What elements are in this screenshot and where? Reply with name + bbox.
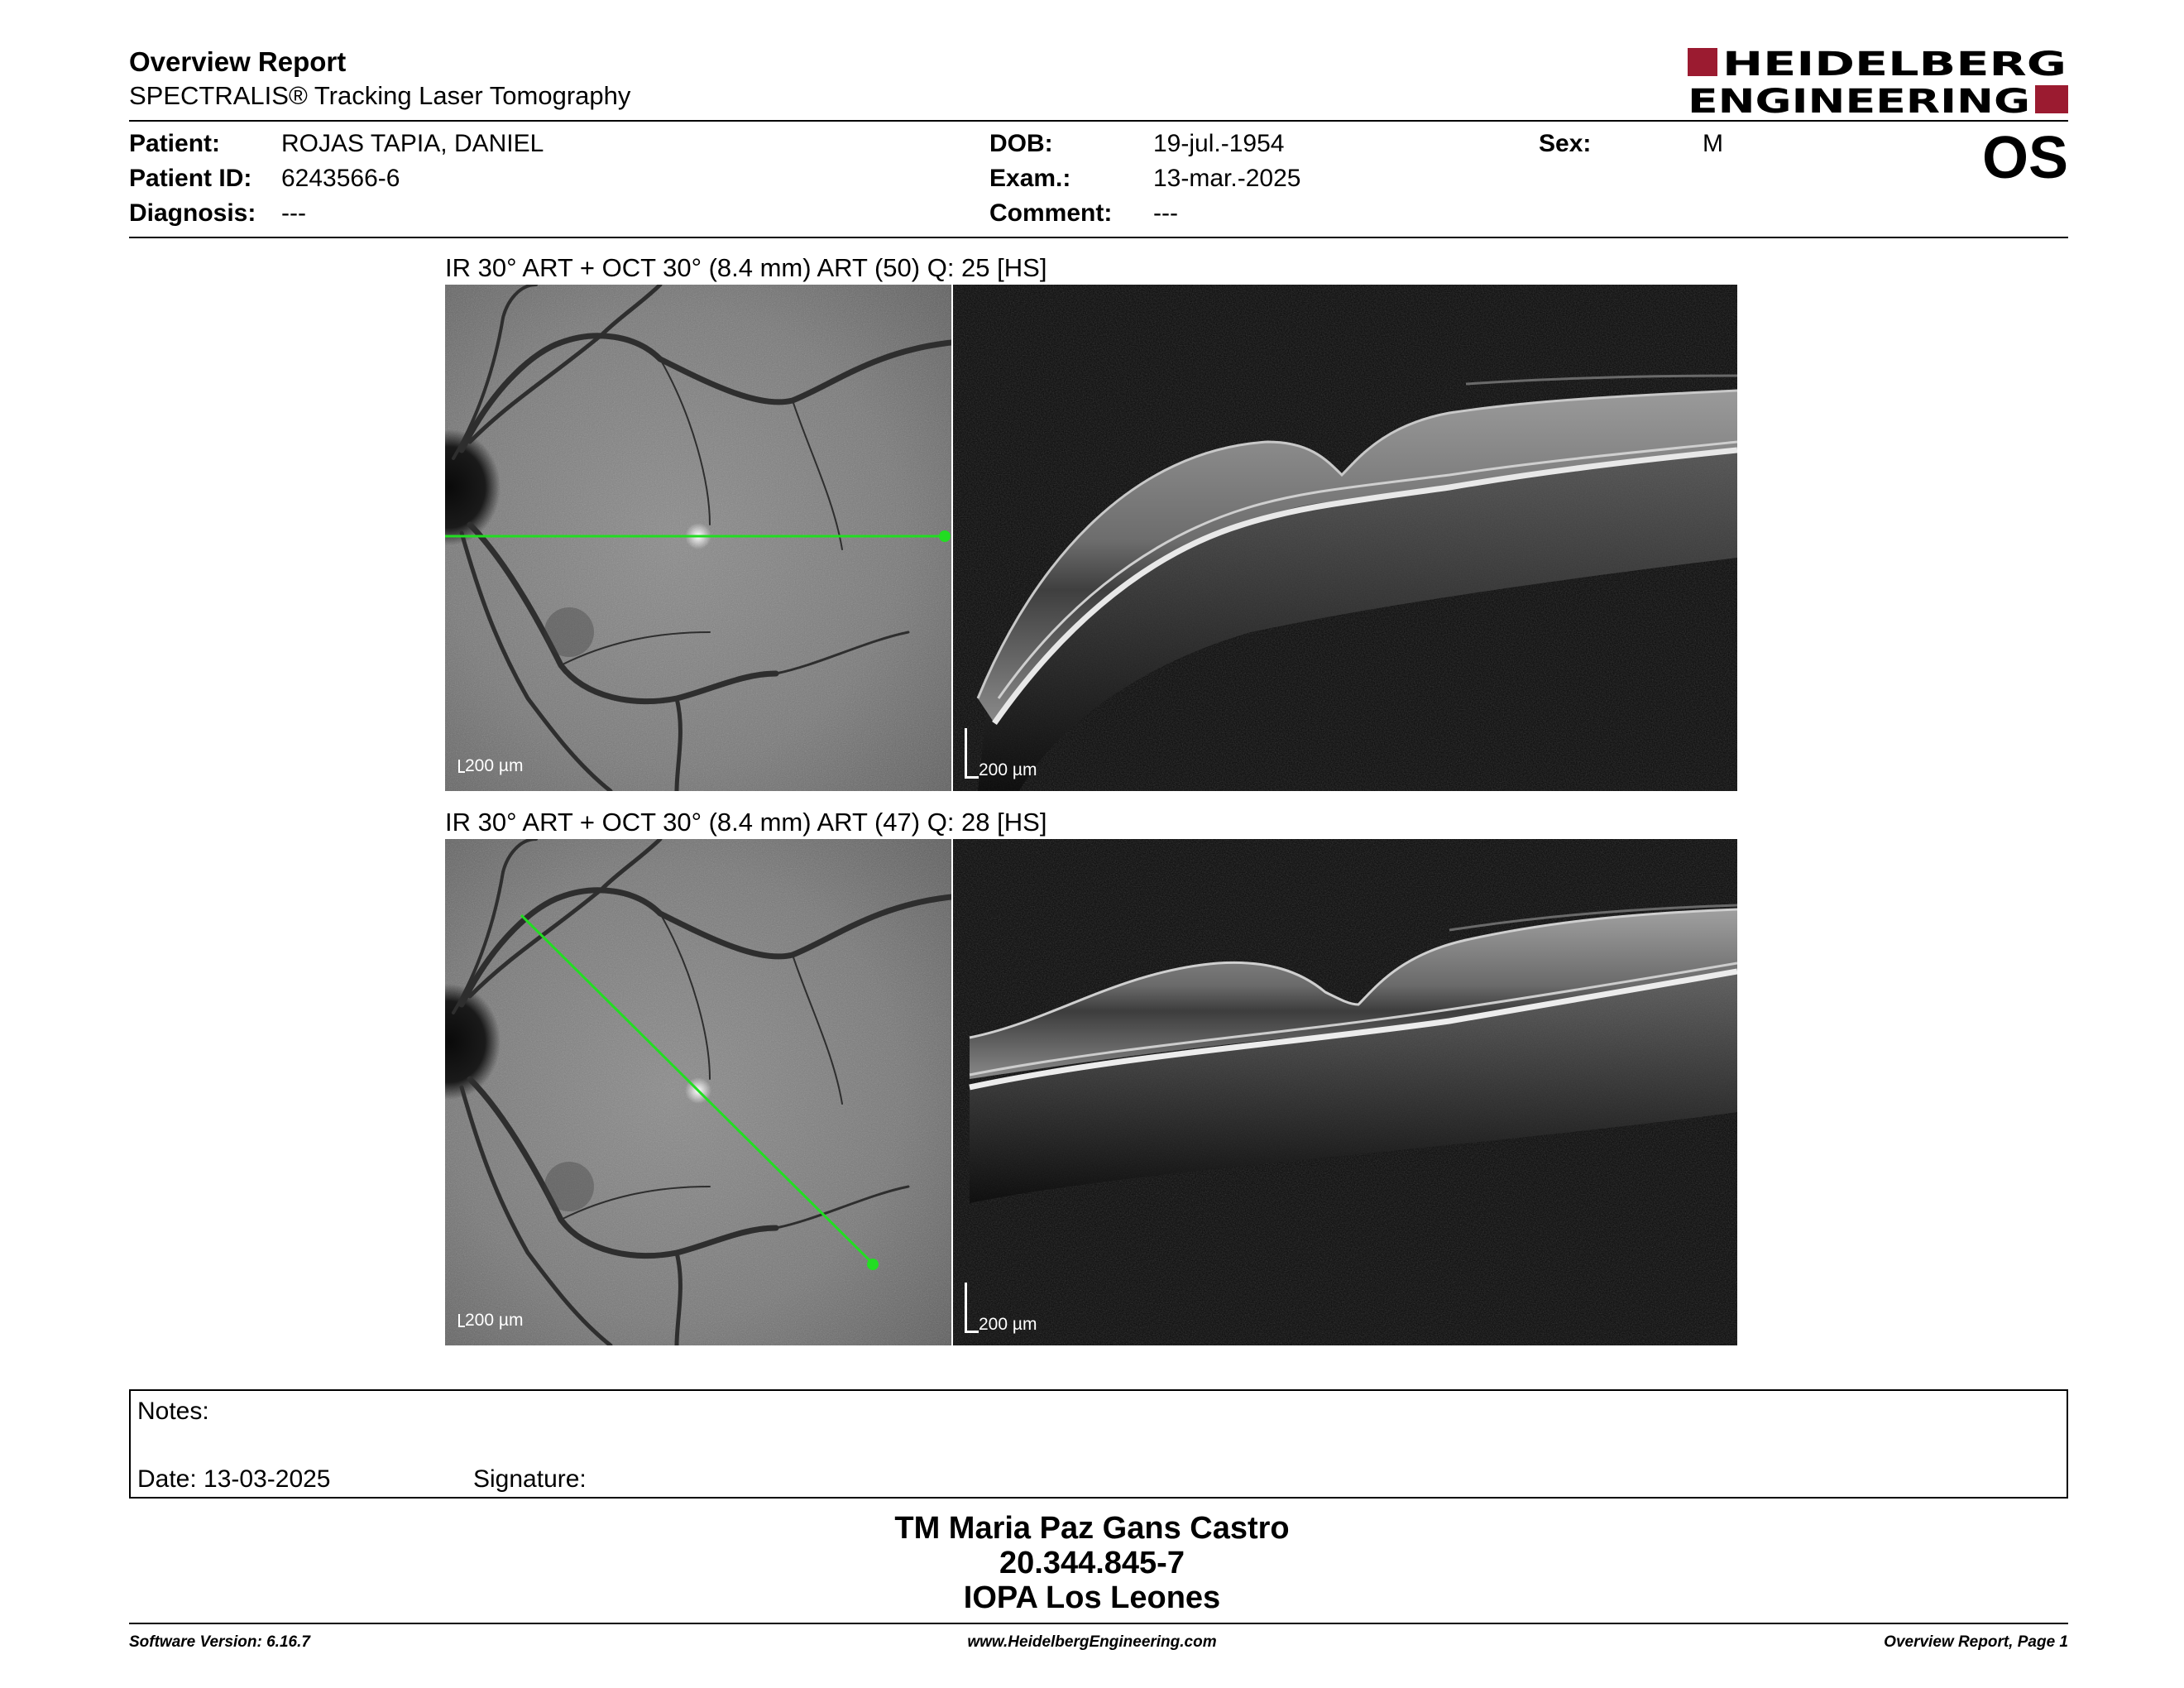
report-title: Overview Report bbox=[129, 46, 347, 77]
signer-name: TM Maria Paz Gans Castro bbox=[894, 1511, 1290, 1546]
notes-box bbox=[129, 1389, 2068, 1499]
dob-value: 19-jul.-1954 bbox=[1153, 130, 1285, 157]
patient-label: Patient: bbox=[129, 130, 221, 157]
patient-id-label: Patient ID: bbox=[129, 165, 252, 192]
dob-label: DOB: bbox=[989, 130, 1053, 157]
scale-bar-icon bbox=[458, 1314, 465, 1327]
fundus-image bbox=[445, 285, 951, 791]
heidelberg-logo bbox=[1688, 46, 2068, 116]
fundus-scale-label: 200 µm bbox=[458, 756, 523, 776]
website-link[interactable]: www.HeidelbergEngineering.com bbox=[967, 1633, 1217, 1651]
signer-rut: 20.344.845-7 bbox=[999, 1546, 1185, 1580]
signer-institution: IOPA Los Leones bbox=[963, 1580, 1221, 1615]
fundus-scale-label: 200 µm bbox=[458, 1311, 523, 1331]
oct-bscan-image bbox=[953, 285, 1737, 791]
oct-scale-label: 200 µm bbox=[965, 1283, 1037, 1335]
oct-bscan-image bbox=[953, 839, 1737, 1345]
svg-text:HEIDELBERG: HEIDELBERG bbox=[1722, 46, 2067, 84]
eye-indicator: OS bbox=[1981, 125, 2068, 191]
comment-label: Comment: bbox=[989, 199, 1113, 227]
report-subtitle: SPECTRALIS® Tracking Laser Tomography bbox=[129, 81, 631, 110]
diagnosis-label: Diagnosis: bbox=[129, 199, 256, 227]
footer-divider bbox=[129, 1623, 2068, 1624]
notes-date: Date: 13-03-2025 bbox=[137, 1465, 331, 1493]
scale-bar-icon bbox=[458, 760, 465, 773]
sex-value: M bbox=[1703, 130, 1723, 157]
exam-label: Exam.: bbox=[989, 165, 1071, 192]
fundus-image bbox=[445, 839, 951, 1345]
notes-label: Notes: bbox=[137, 1398, 209, 1425]
scale-bar-icon bbox=[965, 1283, 979, 1333]
software-version: Software Version: 6.16.7 bbox=[129, 1633, 310, 1651]
svg-text:ENGINEERING: ENGINEERING bbox=[1688, 83, 2030, 116]
patient-id: 6243566-6 bbox=[281, 165, 400, 192]
header-divider bbox=[129, 120, 2068, 122]
signature-label: Signature: bbox=[473, 1465, 587, 1493]
scan-title: IR 30° ART + OCT 30° (8.4 mm) ART (50) Q: 25 [HS] bbox=[445, 253, 1047, 282]
patient-name: ROJAS TAPIA, DANIEL bbox=[281, 130, 544, 157]
oct-scale-label: 200 µm bbox=[965, 728, 1037, 780]
scale-bar-icon bbox=[965, 728, 979, 779]
comment-value: --- bbox=[1153, 199, 1178, 227]
scan-title: IR 30° ART + OCT 30° (8.4 mm) ART (47) Q: 28 [HS] bbox=[445, 808, 1047, 837]
patient-divider bbox=[129, 237, 2068, 238]
page-number: Overview Report, Page 1 bbox=[1884, 1633, 2068, 1651]
exam-value: 13-mar.-2025 bbox=[1153, 165, 1301, 192]
sex-label: Sex: bbox=[1539, 130, 1592, 157]
diagnosis-value: --- bbox=[281, 199, 306, 227]
